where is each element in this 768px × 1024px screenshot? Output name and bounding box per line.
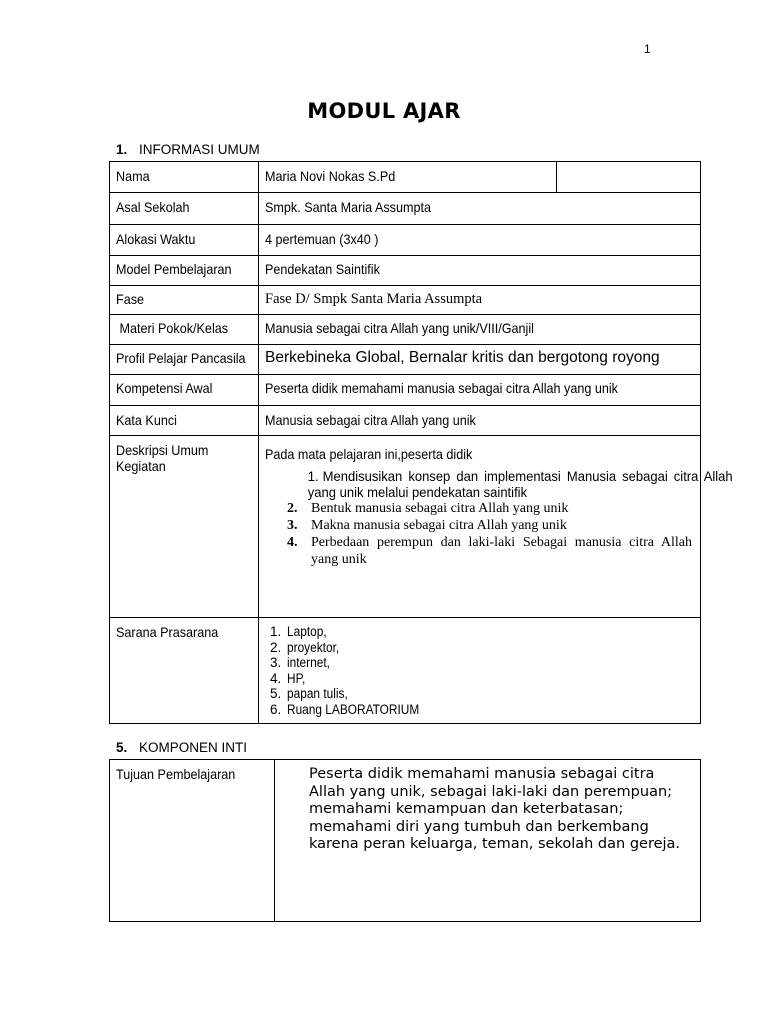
table-row — [110, 345, 701, 375]
row-value: Pendekatan Saintifik — [265, 261, 380, 277]
table-row — [110, 618, 701, 724]
row-value: 4 pertemuan (3x40 ) — [265, 231, 379, 247]
row-label: Fase — [116, 291, 145, 307]
list-item — [265, 500, 692, 517]
row-value: Berkebineka Global, Bernalar kritis dan bergotong royong — [265, 349, 660, 366]
list-text: HP, — [287, 670, 306, 686]
deskripsi-list — [265, 468, 733, 568]
list-number: 2. — [287, 501, 298, 516]
row-value: Manusia sebagai citra Allah yang unik/VIII/Ganjil — [265, 320, 534, 336]
row-label: Deskripsi Umum — [116, 442, 209, 458]
table-row — [110, 225, 701, 256]
row-label: Materi Pokok/Kelas — [116, 320, 229, 336]
list-item — [265, 517, 692, 534]
row-label: Asal Sekolah — [116, 199, 190, 215]
row-value: Maria Novi Nokas S.Pd — [265, 168, 396, 184]
list-number: 3. — [287, 518, 298, 533]
list-item — [265, 640, 694, 656]
section-title: KOMPONEN INTI — [139, 740, 248, 755]
komponen-inti-table — [109, 759, 701, 922]
list-number: 6. — [270, 701, 282, 717]
list-text: papan tulis, — [287, 686, 348, 701]
list-text: Bentuk manusia sebagai citra Allah yang unik — [311, 501, 569, 516]
list-item — [265, 655, 694, 671]
row-label: Profil Pelajar Pancasila — [116, 350, 246, 366]
row-label: Alokasi Waktu — [116, 231, 196, 247]
list-text: proyektor, — [287, 639, 340, 655]
tujuan-label: Tujuan Pembelajaran — [116, 766, 236, 782]
row-label: Nama — [116, 168, 150, 184]
list-item — [265, 534, 692, 568]
list-item — [265, 624, 694, 640]
row-value: Fase D/ Smpk Santa Maria Assumpta — [265, 291, 483, 307]
list-number: 1. — [270, 624, 282, 639]
table-row — [110, 436, 701, 618]
list-text: Ruang LABORATORIUM — [287, 701, 420, 717]
row-label: Sarana Prasarana — [116, 624, 219, 640]
list-item — [265, 468, 733, 500]
list-item — [265, 702, 694, 718]
list-text: Mendisusikan konsep dan implementasi Manusia sebagai citra Allah yang unik melalui pendekatan saintifik — [307, 468, 733, 500]
empty-cell — [557, 162, 701, 193]
list-number: 4. — [270, 670, 282, 686]
section-number: 5. — [116, 740, 128, 755]
table-row — [110, 162, 701, 193]
page-number: 1 — [644, 42, 651, 56]
section-number: 1. — [116, 142, 128, 157]
table-row — [110, 375, 701, 406]
table-row — [110, 760, 701, 922]
list-item — [265, 686, 694, 702]
list-text: internet, — [287, 655, 330, 670]
row-label: Model Pembelajaran — [116, 261, 232, 277]
tujuan-text: Peserta didik memahami manusia sebagai citra Allah yang unik, sebagai laki-laki dan perempuan; memahami kemampuan dan keterbatasan; memahami diri yang tumbuh dan berkembang karena peran keluarga, teman, sekolah dan gereja. — [275, 760, 701, 922]
page-title: MODUL AJAR — [307, 99, 461, 123]
table-row — [110, 256, 701, 286]
row-label: Kegiatan — [116, 458, 166, 474]
informasi-umum-table — [109, 161, 733, 724]
list-text: Laptop, — [287, 624, 327, 639]
list-number: 1. — [307, 468, 319, 484]
table-row — [110, 193, 701, 225]
list-number: 3. — [270, 655, 282, 670]
row-label: Kata Kunci — [116, 412, 177, 428]
deskripsi-intro: Pada mata pelajaran ini,peserta didik — [265, 446, 473, 462]
row-value: Manusia sebagai citra Allah yang unik — [265, 412, 476, 428]
row-value: Smpk. Santa Maria Assumpta — [265, 199, 431, 215]
section-heading-informasi-umum — [116, 142, 260, 157]
table-row — [110, 286, 701, 315]
list-item — [265, 671, 694, 687]
sarana-list — [265, 624, 694, 717]
table-row — [110, 406, 701, 436]
row-value: Peserta didik memahami manusia sebagai citra Allah yang unik — [265, 380, 618, 396]
section-heading-komponen-inti — [116, 740, 247, 755]
list-text: Perbedaan perempun dan laki-laki Sebagai manusia citra Allah yang unik — [311, 535, 692, 567]
row-label: Kompetensi Awal — [116, 380, 213, 396]
list-number: 5. — [270, 686, 282, 701]
table-row — [110, 315, 701, 345]
section-title: INFORMASI UMUM — [139, 142, 260, 157]
list-number: 4. — [287, 535, 298, 550]
list-number: 2. — [270, 639, 282, 655]
list-text: Makna manusia sebagai citra Allah yang unik — [311, 518, 567, 533]
